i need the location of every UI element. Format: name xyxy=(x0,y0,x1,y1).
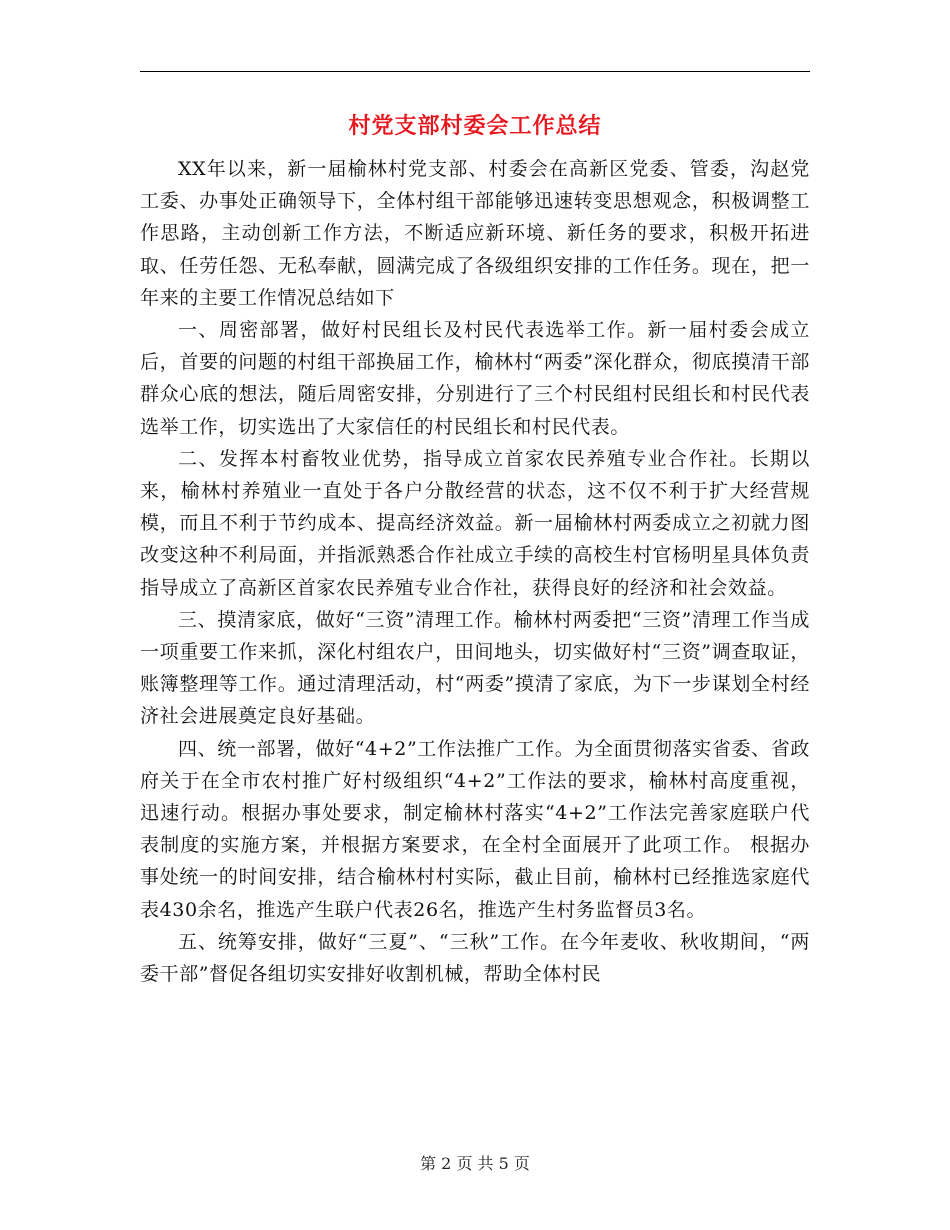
header-rule xyxy=(140,71,810,72)
paragraph-section-3: 三、摸清家底，做好“三资”清理工作。榆林村两委把“三资”清理工作当成一项重要工作来抓，深化村组农户，田间地头，切实做好村“三资”调查取证，账簿整理等工作。通过清理活动，村“两委”摸清了家底，为下一步谋划全村经济社会进展奠定良好基础。 xyxy=(140,608,810,728)
paragraph-intro: XX年以来，新一届榆林村党支部、村委会在高新区党委、管委，沟赵党工委、办事处正确领导下，全体村组干部能够迅速转变思想观念，积极调整工作思路，主动创新工作方法，不断适应新环境、新任务的要求，积极开拓进取、任劳任怨、无私奉献，圆满完成了各级组织安排的工作任务。现在，把一年来的主要工作情况总结如下 xyxy=(140,158,810,309)
document-title: 村党支部村委会工作总结 xyxy=(348,113,602,139)
page-number: 第 2 页 共 5 页 xyxy=(420,1154,530,1173)
document-body xyxy=(140,153,810,990)
paragraph-section-1: 一、周密部署，做好村民组长及村民代表选举工作。新一届村委会成立后，首要的问题的村组干部换届工作，榆林村“两委”深化群众，彻底摸清干部群众心底的想法，随后周密安排，分别进行了三个村民组村民组长和村民代表选举工作，切实选出了大家信任的村民组长和村民代表。 xyxy=(140,319,810,438)
paragraph-section-2: 二、发挥本村畜牧业优势，指导成立首家农民养殖专业合作社。长期以来，榆林村养殖业一直处于各户分散经营的状态，这不仅不利于扩大经营规模，而且不利于节约成本、提高经济效益。新一届榆林村两委成立之初就力图改变这种不利局面，并指派熟悉合作社成立手续的高校生村官杨明星具体负责指导成立了高新区首家农民养殖专业合作社，获得良好的经济和社会效益。 xyxy=(140,447,810,599)
paragraph-section-5: 五、统筹安排，做好“三夏”、“三秋”工作。在今年麦收、秋收期间，“两委干部”督促各组切实安排好收割机械，帮助全体村民 xyxy=(140,930,810,986)
paragraph-section-4: 四、统一部署，做好“4+2”工作法推广工作。为全面贯彻落实省委、省政府关于在全市农村推广好村级组织“4+2”工作法的要求，榆林村高度重视，迅速行动。根据办事处要求，制定榆林村落实“4+2”工作法完善家庭联户代表制度的实施方案，并根据方案要求，在全村全面展开了此项工作。 根据办事处统一的时间安排，结合榆林村村实际，截止目前，榆林村已经推选家庭代表430余名，推选产生联户代表26名，推选产生村务监督员3名。 xyxy=(140,737,810,921)
